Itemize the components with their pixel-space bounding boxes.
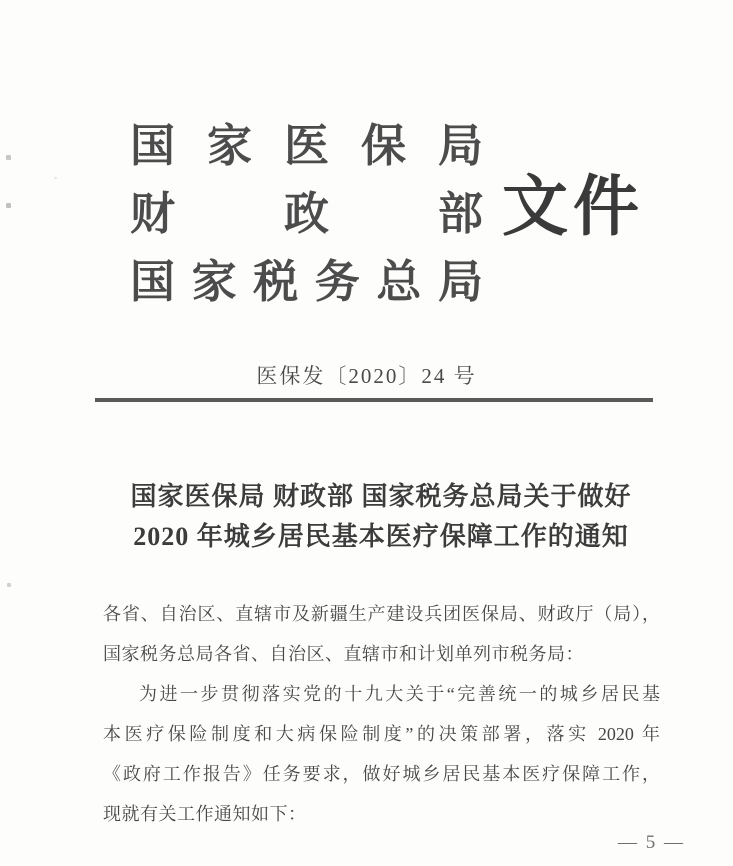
agency-name-sta: 国 家 税 务 总 局 — [130, 257, 483, 307]
document-title — [88, 477, 674, 557]
letterhead-divider-rule — [95, 398, 653, 402]
body-line: 各省、自治区、直辖市及新疆生产建设兵团医保局、财政厅（局）， — [103, 604, 660, 624]
body-line: 国家税务总局各省、自治区、直辖市和计划单列市税务局： — [103, 644, 584, 664]
body-line: 本医疗保险制度和大病保险制度”的决策部署，落实 2020 年 — [103, 724, 660, 744]
agency-name-nhsa: 国 家 医 保 局 — [130, 121, 483, 171]
scan-artifact — [7, 583, 11, 587]
page-number: — 5 — — [618, 832, 685, 853]
document-body — [103, 594, 660, 834]
scan-artifact — [54, 177, 57, 179]
agency-name-mof: 财 政 部 — [130, 189, 483, 239]
body-line: 为进一步贯彻落实党的十九大关于“完善统一的城乡居民基 — [139, 684, 660, 704]
body-line: 《政府工作报告》任务要求，做好城乡居民基本医疗保障工作， — [103, 764, 660, 784]
letterhead-agency-block — [130, 112, 483, 316]
scan-artifact — [6, 203, 11, 208]
document-number: 医保发〔2020〕24 号 — [256, 364, 477, 388]
document-type-label: 文件 — [502, 171, 644, 244]
document-title-line-1: 国家医保局 财政部 国家税务总局关于做好 — [130, 482, 632, 511]
scan-artifact — [6, 155, 11, 160]
body-line: 现就有关工作通知如下： — [103, 804, 307, 824]
document-title-line-2: 2020 年城乡居民基本医疗保障工作的通知 — [133, 522, 629, 551]
